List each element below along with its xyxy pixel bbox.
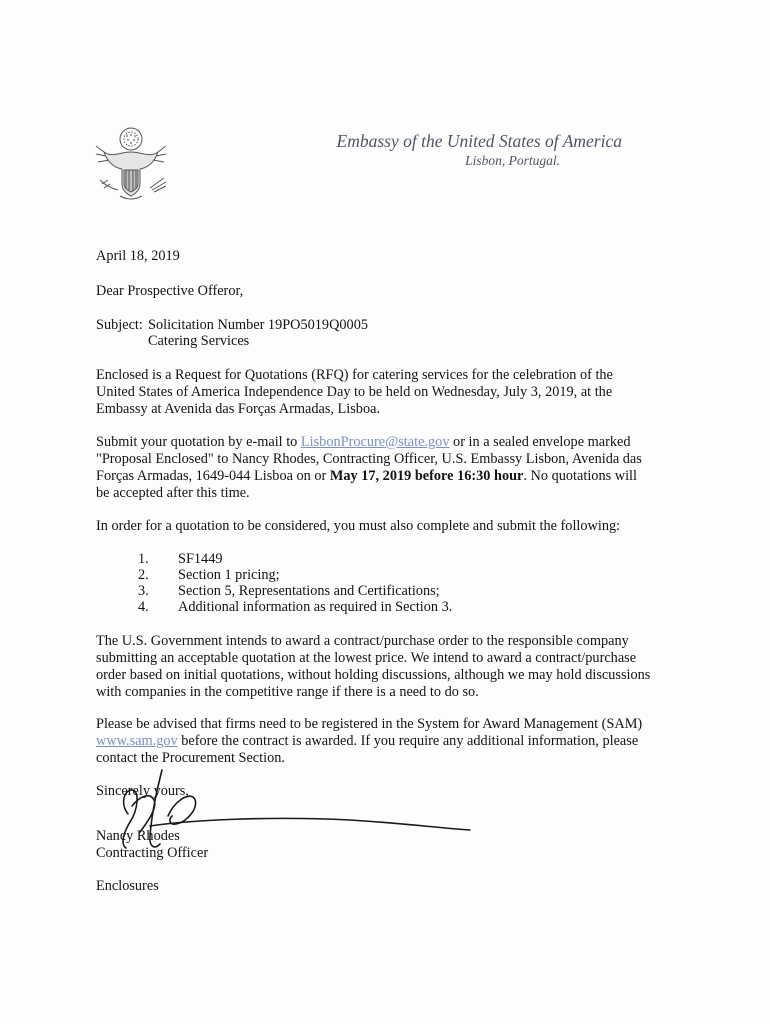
- paragraph-2-line-4: be accepted after this time.: [96, 485, 250, 501]
- list-number: 4.: [138, 599, 149, 615]
- paragraph-2-line-2: "Proposal Enclosed" to Nancy Rhodes, Contracting Officer, U.S. Embassy Lisbon, Avenida das: [96, 451, 642, 467]
- paragraph-5-line-3: contact the Procurement Section.: [96, 750, 285, 766]
- paragraph-1-line-1: Enclosed is a Request for Quotations (RFQ) for catering services for the celebration of the: [96, 367, 613, 383]
- paragraph-2-text: Submit your quotation by e-mail to: [96, 434, 301, 450]
- deadline: May 17, 2019 before 16:30 hour: [329, 468, 524, 484]
- list-number: 2.: [138, 567, 149, 583]
- paragraph-2-text: . No quotations will: [523, 468, 637, 484]
- list-item: [138, 583, 440, 601]
- list-number: 3.: [138, 583, 149, 599]
- enclosures-label: Enclosures: [96, 878, 159, 894]
- paragraph-4-line-1: The U.S. Government intends to award a contract/purchase order to the responsible company: [96, 633, 629, 649]
- subject-line-1: [96, 317, 368, 335]
- paragraph-4-line-2: submitting an acceptable quotation at the lowest price. We intend to award a contract/purchase: [96, 650, 637, 666]
- paragraph-4-line-4: with companies in the competitive range if there is a need to do so.: [96, 684, 479, 700]
- signer-title: Contracting Officer: [96, 845, 209, 861]
- paragraph-2-text: Forças Armadas, 1649-044 Lisboa on or: [96, 468, 330, 484]
- great-seal-emblem: [90, 122, 172, 206]
- list-text: SF1449: [178, 551, 223, 567]
- paragraph-3: In order for a quotation to be considered, you must also complete and submit the following:: [96, 518, 621, 534]
- embassy-name: Embassy of the United States of America: [336, 131, 622, 151]
- list-text: Section 1 pricing;: [178, 567, 280, 583]
- paragraph-5-line-1: Please be advised that firms need to be registered in the System for Award Management (SAM): [96, 716, 643, 732]
- subject-line-2: Catering Services: [148, 333, 250, 349]
- paragraph-2-line-3: [96, 468, 637, 486]
- list-item: [138, 567, 280, 585]
- letter-date: April 18, 2019: [96, 248, 180, 264]
- paragraph-2-line-1: [96, 434, 630, 452]
- list-number: 1.: [138, 551, 149, 567]
- list-text: Additional information as required in Section 3.: [178, 599, 453, 615]
- paragraph-2-text: or in a sealed envelope marked: [449, 434, 631, 450]
- paragraph-4-line-3: order based on initial quotations, without holding discussions, although we may hold discussions: [96, 667, 651, 683]
- paragraph-1-line-2: United States of America Independence Day to be held on Wednesday, July 3, 2019, at the: [96, 384, 613, 400]
- list-item: [138, 551, 223, 569]
- embassy-location: Lisbon, Portugal.: [465, 153, 560, 168]
- solicitation-number: Solicitation Number 19PO5019Q0005: [148, 317, 369, 333]
- salutation: Dear Prospective Offeror,: [96, 283, 244, 299]
- paragraph-1-line-3: Embassy at Avenida das Forças Armadas, Lisboa.: [96, 401, 381, 417]
- signer-name: Nancy Rhodes: [96, 828, 180, 844]
- paragraph-5-text: before the contract is awarded. If you require any additional information, please: [177, 733, 639, 749]
- email-link[interactable]: LisbonProcure@state.gov: [300, 434, 450, 450]
- subject-label: Subject:: [96, 317, 143, 333]
- list-item: [138, 599, 452, 617]
- letterhead: [300, 130, 622, 170]
- closing: Sincerely yours,: [96, 783, 189, 799]
- paragraph-5-line-2: [96, 733, 638, 751]
- list-text: Section 5, Representations and Certifications;: [178, 583, 440, 599]
- sam-gov-link[interactable]: www.sam.gov: [96, 733, 178, 749]
